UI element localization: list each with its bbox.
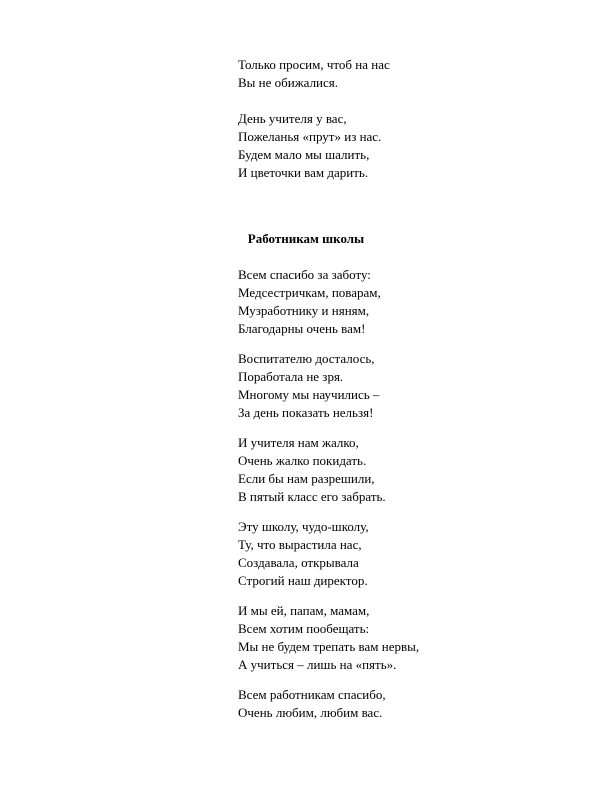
poem-line: Музработнику и няням, bbox=[238, 303, 370, 318]
poem-line: В пятый класс его забрать. bbox=[238, 489, 386, 504]
poem-line: Создавала, открывала bbox=[238, 555, 359, 570]
stanza-top-1 bbox=[238, 56, 390, 92]
stanza-bottom-6 bbox=[238, 686, 386, 722]
stanza-bottom-2 bbox=[238, 350, 379, 422]
poem-line: Воспитателю досталось, bbox=[238, 351, 375, 366]
poem-line: Только просим, чтоб на нас bbox=[238, 57, 390, 72]
poem-title: Работникам школы bbox=[247, 231, 365, 246]
poem-line: Очень жалко покидать. bbox=[238, 453, 367, 468]
poem-line: Поработала не зря. bbox=[238, 369, 344, 384]
poem-line: И учителя нам жалко, bbox=[238, 435, 359, 450]
stanza-bottom-4 bbox=[238, 518, 369, 590]
poem-line: Очень любим, любим вас. bbox=[238, 705, 383, 720]
stanza-bottom-5 bbox=[238, 602, 419, 674]
poem-line: Пожеланья «прут» из нас. bbox=[238, 129, 382, 144]
poem-line: День учителя у вас, bbox=[238, 111, 347, 126]
poem-line: Благодарны очень вам! bbox=[238, 321, 366, 336]
poem-line: Строгий наш директор. bbox=[238, 573, 368, 588]
poem-line: Если бы нам разрешили, bbox=[238, 471, 375, 486]
poem-line: И цветочки вам дарить. bbox=[238, 165, 369, 180]
poem-line: Всем спасибо за заботу: bbox=[238, 267, 371, 282]
stanza-bottom-1 bbox=[238, 266, 381, 338]
poem-line: Всем работникам спасибо, bbox=[238, 687, 386, 702]
stanza-top-2 bbox=[238, 110, 381, 182]
poem-line: Мы не будем трепать вам нервы, bbox=[238, 639, 420, 654]
stanza-bottom-3 bbox=[238, 434, 386, 506]
poem-line: Всем хотим пообещать: bbox=[238, 621, 370, 636]
poem-line: Медсестричкам, поварам, bbox=[238, 285, 381, 300]
poem-line: И мы ей, папам, мамам, bbox=[238, 603, 370, 618]
poem-line: А учиться – лишь на «пять». bbox=[238, 657, 397, 672]
poem-line: Ту, что вырастила нас, bbox=[238, 537, 362, 552]
poem-line: Будем мало мы шалить, bbox=[238, 147, 370, 162]
poem-line: Вы не обижалися. bbox=[238, 75, 339, 90]
poem-line: Эту школу, чудо-школу, bbox=[238, 519, 369, 534]
poem-line: За день показать нельзя! bbox=[238, 405, 374, 420]
poem-line: Многому мы научились – bbox=[238, 387, 380, 402]
